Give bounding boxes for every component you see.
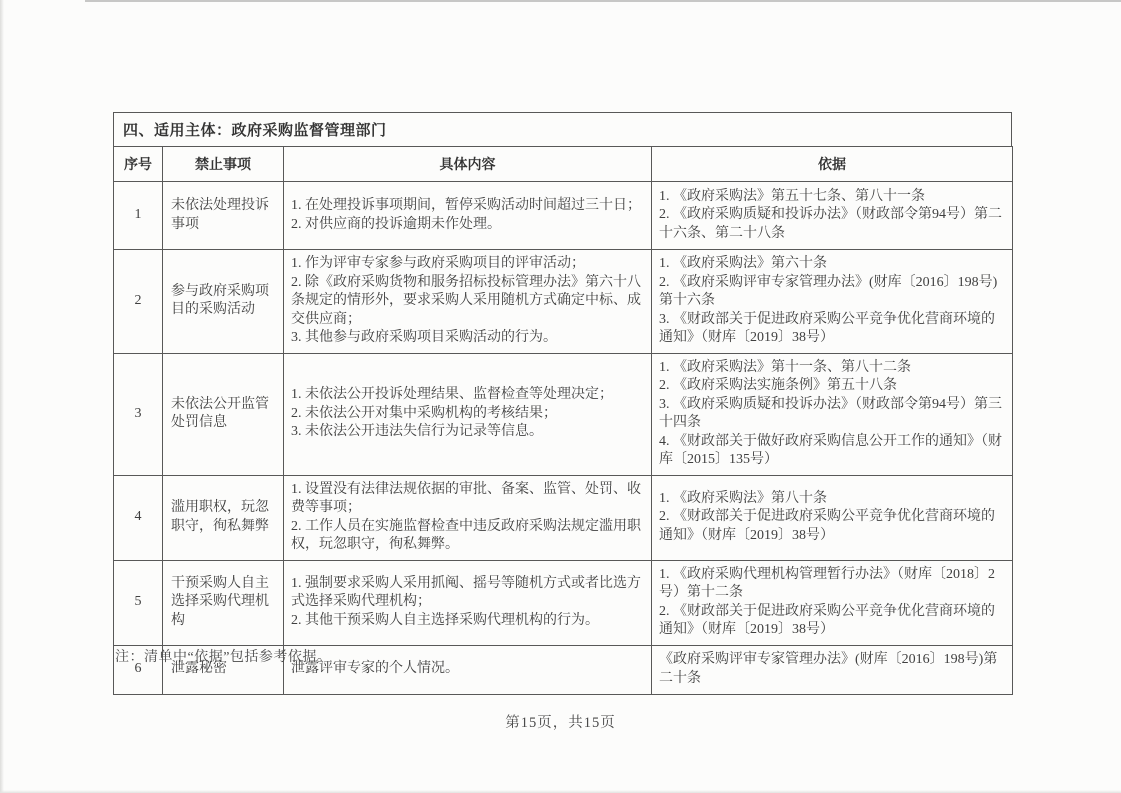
prohibition-table-grid [113,146,1013,695]
page-number: 第15页，共15页 [505,715,616,731]
basis [652,353,1013,475]
text-line: 泄露秘密 [171,661,227,677]
footnote: 注：清单中“依据”包括参考依据。 [115,650,332,665]
header-row [114,147,1013,182]
text-line: 2. 《财政部关于促进政府采购公平竞争优化营商环境的通知》（财库〔2019〕38号） [659,603,995,637]
text-line: 2. 对供应商的投诉逾期未作处理。 [291,216,501,232]
specific-content [284,645,652,694]
basis [652,645,1013,694]
text-line: 1. 《政府采购代理机构管理暂行办法》（财库〔2018〕2号）第十二条 [659,566,995,600]
text-line: 未依法公开监管处罚信息 [171,396,269,430]
table-row [114,560,1013,645]
row-number [114,353,163,475]
text-line: 2. 工作人员在实施监督检查中违反政府采购法规定滥用职权，玩忽职守，徇私舞弊。 [291,518,641,552]
header-content: 具体内容 [284,147,652,182]
text-line: 1. 在处理投诉事项期间，暂停采购活动时间超过三十日； [291,198,641,213]
row-number [114,475,163,560]
text-line: 1. 《政府采购法》第十一条、第八十二条 [659,359,911,375]
prohibition-table [113,112,1012,695]
specific-content [284,182,652,250]
table-body [114,182,1013,695]
header-no: 序号 [114,147,163,182]
text-line: 1. 未依法公开投诉处理结果、监督检查等处理决定； [291,387,613,403]
prohibited-item [163,353,284,475]
text-line: 1. 作为评审专家参与政府采购项目的评审活动； [291,256,585,271]
text-line: 2. 《政府采购评审专家管理办法》(财库〔2016〕198号)第十六条 [659,274,998,308]
text-line: 1. 设置没有法律法规依据的审批、备案、监管、处罚、收费等事项； [291,481,641,515]
header-item: 禁止事项 [163,147,284,182]
text-line: 未依法处理投诉事项 [171,198,269,232]
text-line: 1. 《政府采购法》第六十条 [659,256,827,271]
text-line: 3. 其他参与政府采购项目采购活动的行为。 [291,330,557,345]
text-line: 3. 《政府采购质疑和投诉办法》（财政部令第94号）第三十四条 [659,396,1002,430]
prohibited-item [163,560,284,645]
text-line: 2 [134,293,142,308]
row-number [114,560,163,645]
basis [652,250,1013,354]
prohibited-item [163,475,284,560]
table-section-title: 四、适用主体：政府采购监督管理部门 [113,112,1012,146]
scan-edge-left [0,0,4,793]
table-row [114,475,1013,560]
text-line: 2. 其他干预采购人自主选择采购代理机构的行为。 [291,612,599,628]
row-number [114,250,163,354]
row-number [114,182,163,250]
text-line: 1. 《政府采购法》第五十七条、第八十一条 [659,188,925,204]
specific-content [284,250,652,354]
text-line: 滥用职权，玩忽职守，徇私舞弊 [171,500,269,534]
text-line: 2. 除《政府采购货物和服务招标投标管理办法》第六十八条规定的情形外，要求采购人采用随机方式确定中标、成交供应商； [291,274,641,327]
text-line: 5 [134,594,142,610]
text-line: 泄露评审专家的个人情况。 [291,661,459,677]
basis [652,182,1013,250]
text-line: 6 [134,661,142,677]
text-line: 《政府采购评审专家管理办法》(财库〔2016〕198号)第二十条 [659,652,998,686]
header-basis: 依据 [652,147,1013,182]
basis [652,475,1013,560]
table-row [114,250,1013,354]
basis [652,560,1013,645]
text-line: 2. 《政府采购法实施条例》第五十八条 [659,378,897,393]
text-line: 2. 《财政部关于促进政府采购公平竞争优化营商环境的通知》（财库〔2019〕38号） [659,509,995,543]
specific-content [284,560,652,645]
text-line: 3. 《财政部关于促进政府采购公平竞争优化营商环境的通知》（财库〔2019〕38号） [659,311,995,345]
text-line: 2. 未依法公开对集中采购机构的考核结果； [291,405,557,421]
text-line: 1 [134,207,142,223]
text-line: 1. 强制要求采购人采用抓阄、摇号等随机方式或者比选方式选择采购代理机构； [291,575,641,610]
text-line: 1. 《政府采购法》第八十条 [659,490,827,506]
specific-content [284,353,652,475]
prohibited-item [163,182,284,250]
specific-content [284,475,652,560]
table-row [114,353,1013,475]
text-line: 参与政府采购项目的采购活动 [171,283,269,318]
text-line: 4. 《财政部关于做好政府采购信息公开工作的通知》（财库〔2015〕135号） [659,433,1002,467]
text-line: 3. 未依法公开违法失信行为记录等信息。 [291,424,543,440]
prohibited-item [163,250,284,354]
table-row [114,182,1013,250]
text-line: 4 [134,509,142,525]
text-line: 干预采购人自主选择采购代理机构 [171,575,269,628]
text-line: 3 [134,405,142,421]
scan-edge-top [85,0,1121,2]
text-line: 2. 《政府采购质疑和投诉办法》（财政部令第94号）第二十六条、第二十八条 [659,207,1002,241]
